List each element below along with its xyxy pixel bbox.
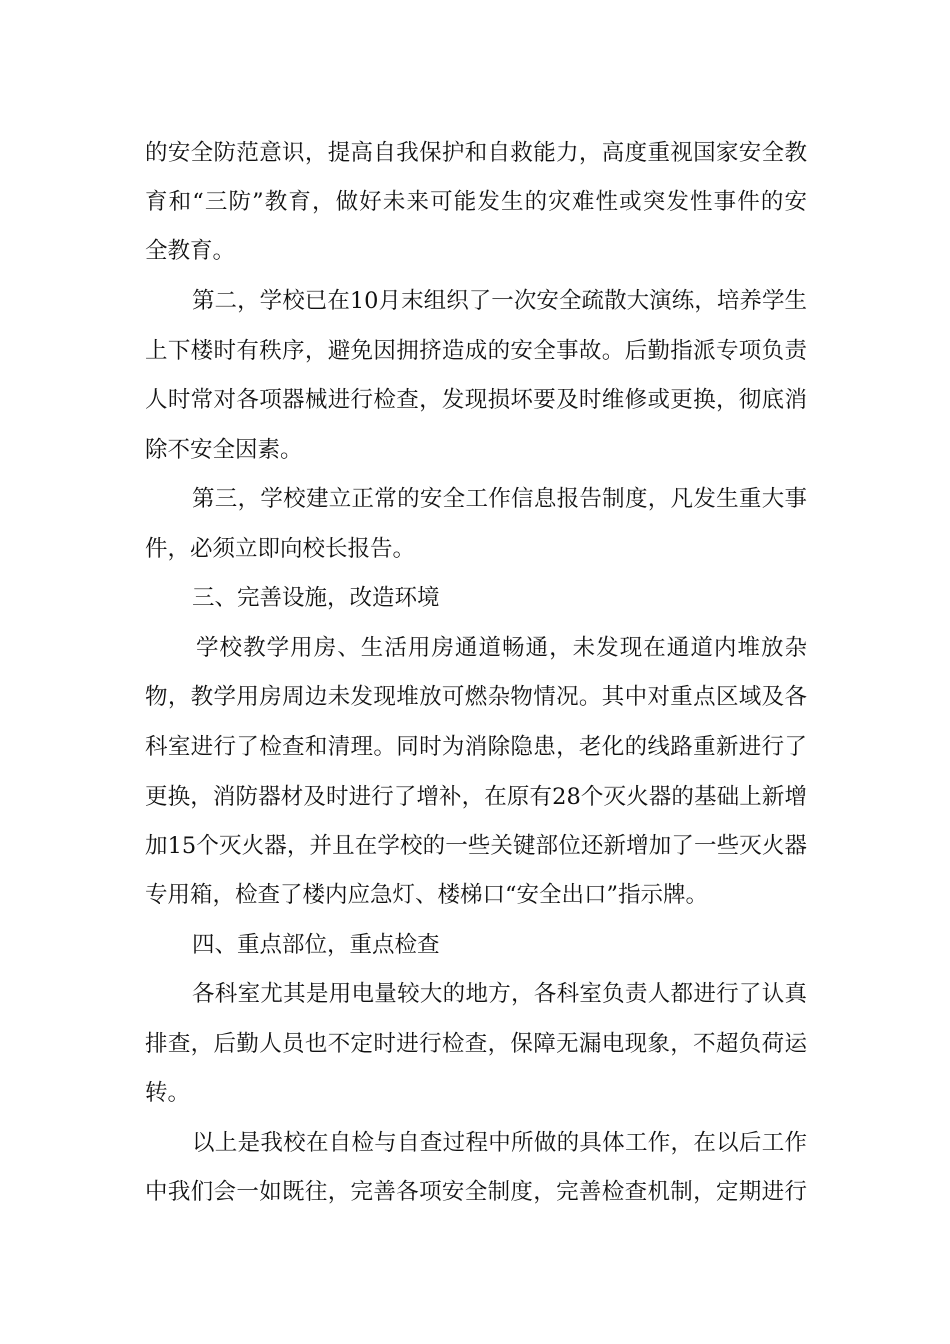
- text-line: 各科室尤其是用电量较大的地方，各科室负责人都进行了认真: [192, 981, 807, 1007]
- text-line: 排查，后勤人员也不定时进行检查，保障无漏电现象，不超负荷运: [145, 1031, 807, 1057]
- text-line: 专用箱，检查了楼内应急灯、楼梯口“安全出口”指示牌。: [145, 882, 709, 908]
- text-line: 上下楼时有秩序，避免因拥挤造成的安全事故。后勤指派专项负责: [145, 338, 807, 364]
- text-line: 件，必须立即向校长报告。: [145, 536, 416, 562]
- text-line: 全教育。: [145, 238, 236, 264]
- section-heading: 三、完善设施，改造环境: [192, 585, 440, 611]
- text-line: 第三，学校建立正常的安全工作信息报告制度，凡发生重大事: [192, 486, 807, 512]
- text-line: 第二，学校已在10月末组织了一次安全疏散大演练，培养学生: [192, 288, 807, 314]
- text-line: 以上是我校在自检与自查过程中所做的具体工作，在以后工作: [192, 1130, 807, 1156]
- text-line: 除不安全因素。: [145, 437, 303, 463]
- text-line: 育和“三防”教育，做好未来可能发生的灾难性或突发性事件的安: [145, 189, 807, 215]
- text-line: 学校教学用房、生活用房通道畅通，未发现在通道内堆放杂: [196, 635, 807, 661]
- section-heading: 四、重点部位，重点检查: [192, 932, 440, 958]
- text-line: 加15个灭火器，并且在学校的一些关键部位还新增加了一些灭火器: [145, 833, 807, 859]
- text-line: 中我们会一如既往，完善各项安全制度，完善检查机制，定期进行: [145, 1179, 807, 1205]
- text-line: 物，教学用房周边未发现堆放可燃杂物情况。其中对重点区域及各: [145, 684, 807, 710]
- text-line: 人时常对各项器械进行检查，发现损坏要及时维修或更换，彻底消: [145, 387, 807, 413]
- text-line: 科室进行了检查和清理。同时为消除隐患，老化的线路重新进行了: [145, 734, 807, 760]
- text-line: 的安全防范意识，提高自我保护和自救能力，高度重视国家安全教: [145, 140, 807, 166]
- text-line: 转。: [145, 1080, 191, 1106]
- text-line: 更换，消防器材及时进行了增补，在原有28个灭火器的基础上新增: [145, 784, 807, 810]
